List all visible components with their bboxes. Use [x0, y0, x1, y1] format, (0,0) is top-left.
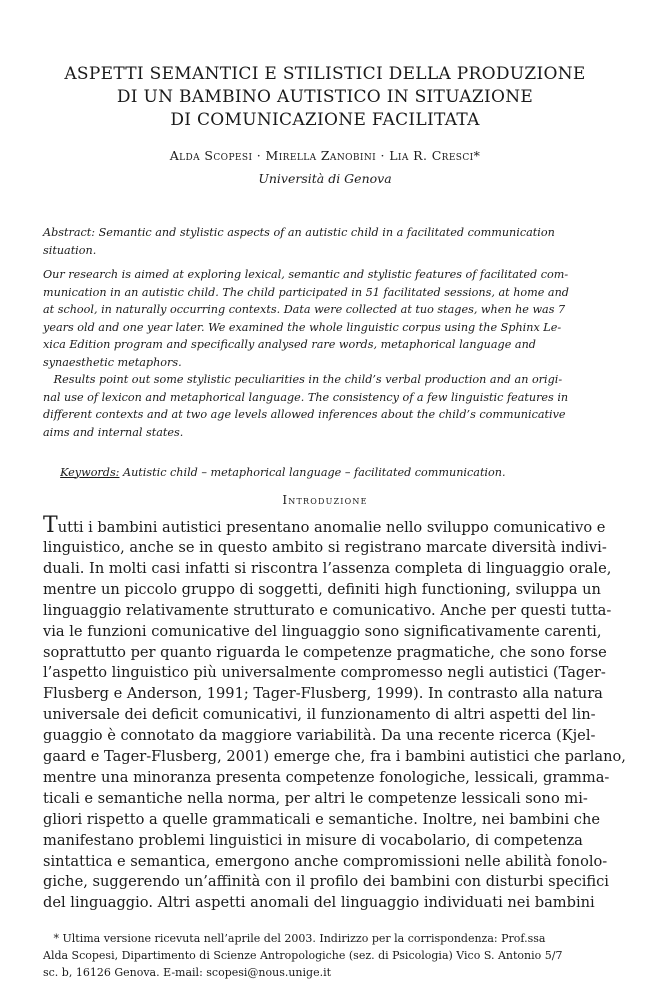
body-line: manifestano problemi linguistici in misure di vocabolario, di competenza	[43, 831, 583, 849]
title-line: ASPETTI SEMANTICI E STILISTICI DELLA PRODUZIONE	[64, 64, 586, 84]
body-line: via le funzioni comunicative del linguaggio sono significativamente carenti,	[43, 622, 602, 640]
body-first-line	[43, 515, 605, 539]
title-line: DI UN BAMBINO AUTISTICO IN SITUAZIONE	[116, 87, 534, 107]
body-line: mentre un piccolo gruppo di soggetti, definiti high functioning, sviluppa un	[43, 580, 601, 598]
body-line: universale dei deficit comunicativi, il funzionamento di altri aspetti del lin-	[43, 706, 596, 724]
abstract-line: years old and one year later. We examined the whole linguistic corpus using the Sphinx Le-	[43, 320, 562, 334]
body-first-line-text: utti i bambini autistici presentano anomalie nello sviluppo comunicativo e	[57, 519, 606, 536]
affiliation: Università di Genova	[258, 171, 392, 186]
abstract-line: aims and internal states.	[43, 425, 184, 439]
keywords-text: Autistic child – metaphorical language – facilitated communication.	[119, 465, 506, 479]
body-line: linguistico, anche se in questo ambito si registrano marcate diversità indivi-	[43, 539, 607, 556]
footnote-line: * Ultima versione ricevuta nell’aprile del 2003. Indirizzo per la corrispondenza: Prof.ssa	[43, 932, 546, 945]
footnote-line: sc. b, 16126 Genova. E-mail: scopesi@nous.unige.it	[43, 966, 332, 979]
body-line: giche, suggerendo un’affinità con il profilo dei bambini con disturbi specifici	[43, 873, 609, 891]
body-line: sintattica e semantica, emergono anche compromissioni nelle abilità fonolo-	[43, 852, 608, 870]
abstract-title-line: situation.	[43, 243, 97, 257]
abstract-line: different contexts and at two age levels allowed inferences about the child’s communicative	[43, 408, 566, 421]
footnote-line: Alda Scopesi, Dipartimento di Scienze Antropologiche (sez. di Psicologia) Vico S. Antonio 5/7	[43, 949, 563, 962]
abstract-line: Results point out some stylistic peculiarities in the child’s verbal production and an origi-	[43, 373, 563, 386]
section-heading: Introduzione	[282, 493, 368, 507]
abstract-line: Our research is aimed at exploring lexical, semantic and stylistic features of facilitated com-	[43, 268, 569, 281]
abstract-title-line: Abstract: Semantic and stylistic aspects of an autistic child in a facilitated communication	[43, 226, 555, 239]
body-line: duali. In molti casi infatti si riscontra l’assenza completa di linguaggio orale,	[43, 559, 612, 577]
body-line: gliori rispetto a quelle grammaticali e semantiche. Inoltre, nei bambini che	[43, 810, 600, 828]
body-line: linguaggio relativamente strutturato e comunicativo. Anche per questi tutta-	[43, 601, 612, 619]
authors: Alda Scopesi · Mirella Zanobini · Lia R. Cresci*	[169, 148, 481, 163]
abstract-line: munication in an autistic child. The child participated in 51 facilitated sessions, at home and	[43, 285, 569, 299]
keywords-label: Keywords:	[60, 465, 120, 479]
drop-cap: T	[43, 513, 58, 538]
body-line: gaard e Tager-Flusberg, 2001) emerge che, fra i bambini autistici che parlano,	[43, 748, 626, 765]
paper-title	[40, 63, 610, 132]
title-line: DI COMUNICAZIONE FACILITATA	[170, 110, 480, 130]
abstract-line: synaesthetic metaphors.	[43, 355, 182, 369]
keywords	[53, 446, 506, 481]
body-line: mentre una minoranza presenta competenze fonologiche, lessicali, gramma-	[43, 768, 610, 786]
body-line: l’aspetto linguistico più universalmente compromesso negli autistici (Tager-	[43, 664, 606, 682]
body-line: Flusberg e Anderson, 1991; Tager-Flusberg, 1999). In contrasto alla natura	[43, 685, 603, 703]
body-line: guaggio è connotato da maggiore variabilità. Da una recente ricerca (Kjel-	[43, 727, 596, 745]
body-line: ticali e semantiche nella norma, per altri le competenze lessicali sono mi-	[43, 789, 588, 807]
abstract-line: nal use of lexicon and metaphorical language. The consistency of a few linguistic features in	[43, 390, 569, 404]
abstract-line: xica Edition program and specifically analysed rare words, metaphorical language and	[43, 338, 536, 351]
body-line: del linguaggio. Altri aspetti anomali del linguaggio individuati nei bambini	[43, 894, 595, 912]
body-line: soprattutto per quanto riguarda le competenze pragmatiche, che sono forse	[43, 643, 607, 661]
abstract-line: at school, in naturally occurring contexts. Data were collected at tuo stages, when he was 7	[43, 303, 566, 316]
